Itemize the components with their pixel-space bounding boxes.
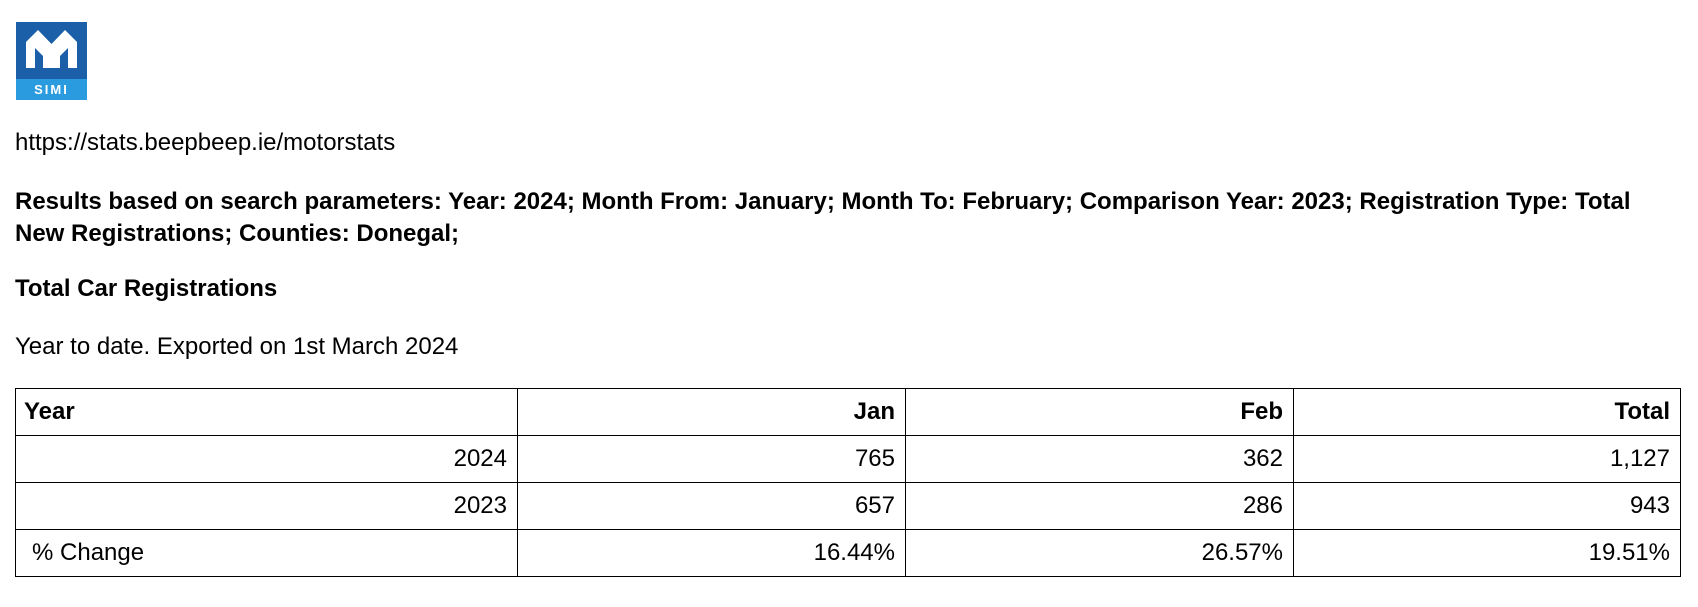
jan-cell: 657 — [518, 483, 906, 530]
total-cell: 19.51% — [1294, 530, 1681, 577]
section-title: Total Car Registrations — [15, 275, 278, 302]
change-label-cell: % Change — [16, 530, 518, 577]
feb-cell: 286 — [906, 483, 1294, 530]
table-row — [16, 436, 1681, 483]
table-row — [16, 483, 1681, 530]
table-header-row — [16, 389, 1681, 436]
export-note: Year to date. Exported on 1st March 2024 — [15, 333, 459, 360]
table-row — [16, 530, 1681, 577]
column-header-jan: Jan — [518, 389, 906, 436]
year-cell: 2023 — [16, 483, 518, 530]
total-cell: 943 — [1294, 483, 1681, 530]
simi-logo — [16, 22, 87, 100]
search-parameters: Results based on search parameters: Year: 2024; Month From: January; Month To: February; Comparison Year: 2023; Registration Type: Total New Registrations; Counties: Donegal; — [15, 188, 1631, 247]
registrations-table — [15, 388, 1681, 577]
column-header-feb: Feb — [906, 389, 1294, 436]
year-cell: 2024 — [16, 436, 518, 483]
column-header-total: Total — [1294, 389, 1681, 436]
column-header-year: Year — [16, 389, 518, 436]
total-cell: 1,127 — [1294, 436, 1681, 483]
feb-cell: 26.57% — [906, 530, 1294, 577]
source-url: https://stats.beepbeep.ie/motorstats — [15, 129, 396, 156]
jan-cell: 765 — [518, 436, 906, 483]
jan-cell: 16.44% — [518, 530, 906, 577]
feb-cell: 362 — [906, 436, 1294, 483]
simi-logo-text: SIMI — [34, 82, 69, 97]
